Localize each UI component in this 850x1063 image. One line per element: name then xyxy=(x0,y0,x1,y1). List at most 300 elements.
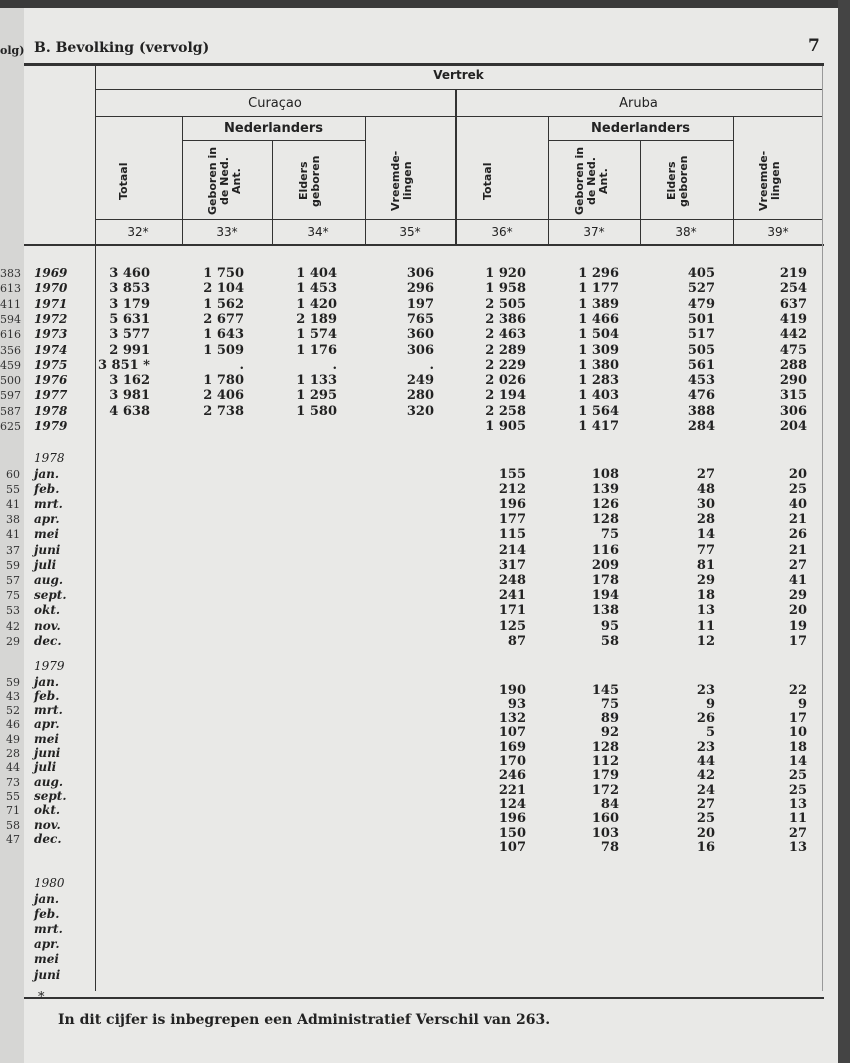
table-cell: 317 xyxy=(498,557,526,573)
table-cell: 1 750 xyxy=(203,266,244,281)
table-cell: 320 xyxy=(406,403,434,419)
table-cell: 132 xyxy=(498,711,526,727)
column-header: Totaal xyxy=(481,162,494,200)
row-label-month: mei xyxy=(34,952,59,967)
table-cell: 75 xyxy=(600,527,619,543)
table-cell: 128 xyxy=(591,512,619,528)
table-cell: 3 981 xyxy=(109,388,150,404)
table-cell: . xyxy=(429,357,434,373)
column-number: 37* xyxy=(583,225,605,239)
row-label-month: sept. xyxy=(34,788,67,803)
row-label-month: apr. xyxy=(34,512,60,527)
edge-number: 29 xyxy=(6,634,20,648)
table-cell: 1 417 xyxy=(578,419,619,434)
table-cell: 18 xyxy=(696,588,715,604)
table-cell: 2 258 xyxy=(485,403,526,419)
region-aruba: Aruba xyxy=(619,96,658,111)
edge-number: 594 xyxy=(0,312,21,326)
edge-number: 49 xyxy=(6,732,20,746)
table-cell: 27 xyxy=(788,557,807,573)
table-cell: 124 xyxy=(498,796,526,812)
row-label-month: juli xyxy=(34,760,57,775)
table-cell: 561 xyxy=(687,357,715,373)
group-header-vertrek: Vertrek xyxy=(433,68,484,82)
table-cell: 13 xyxy=(696,603,715,619)
table-cell: 112 xyxy=(591,754,619,769)
table-cell: 14 xyxy=(788,754,807,769)
table-cell: 5 631 xyxy=(109,311,150,327)
table-cell: 453 xyxy=(687,373,715,389)
row-label-year: 1978 xyxy=(34,451,65,465)
column-header: Elders geboren xyxy=(665,155,690,207)
table-cell: 13 xyxy=(788,839,807,855)
table-cell: 2 104 xyxy=(203,281,244,297)
table-cell: 517 xyxy=(687,327,715,343)
column-number: 39* xyxy=(767,225,789,239)
table-cell: 25 xyxy=(788,782,807,798)
table-cell: 1 404 xyxy=(296,266,337,281)
edge-number: 41 xyxy=(6,497,20,511)
table-cell: 3 853 xyxy=(109,281,150,297)
edge-number: 55 xyxy=(6,789,20,803)
table-cell: 20 xyxy=(788,603,807,619)
table-cell: 3 460 xyxy=(109,266,150,281)
table-cell: 194 xyxy=(591,588,619,604)
table-cell: 40 xyxy=(788,496,807,512)
table-cell: 115 xyxy=(498,527,526,543)
table-cell: . xyxy=(332,357,337,373)
rule xyxy=(182,140,365,141)
rule xyxy=(24,244,824,246)
table-cell: 13 xyxy=(788,796,807,812)
table-cell: 155 xyxy=(498,466,526,482)
table-cell: 405 xyxy=(687,266,715,281)
row-label-year: 1971 xyxy=(34,296,68,311)
row-label-year: 1972 xyxy=(34,311,68,326)
row-label-month: feb. xyxy=(34,481,60,496)
table-cell: 241 xyxy=(498,588,526,604)
table-cell: 246 xyxy=(498,768,526,784)
scan-top-edge xyxy=(0,0,850,8)
row-label-month: dec. xyxy=(34,633,62,648)
row-label-month: apr. xyxy=(34,937,60,952)
rule xyxy=(95,116,822,117)
table-cell: 22 xyxy=(788,682,807,698)
table-cell: 4 638 xyxy=(109,403,150,419)
table-cell: 288 xyxy=(779,357,807,373)
table-cell: 170 xyxy=(498,754,526,769)
table-cell: 196 xyxy=(498,496,526,512)
edge-number: 38 xyxy=(6,513,20,527)
row-label-month: apr. xyxy=(34,717,60,732)
table-cell: 3 162 xyxy=(109,373,150,389)
table-cell: 1 466 xyxy=(578,311,619,327)
table-cell: 442 xyxy=(779,327,807,343)
column-number: 33* xyxy=(216,225,238,239)
table-cell: 21 xyxy=(788,512,807,528)
row-label-month: jan. xyxy=(34,466,60,481)
edge-number: 71 xyxy=(6,804,20,818)
table-cell: 179 xyxy=(591,768,619,784)
edge-number: 616 xyxy=(0,328,21,342)
table-cell: 18 xyxy=(788,739,807,755)
table-cell: 296 xyxy=(406,281,434,297)
edge-number: 53 xyxy=(6,604,20,618)
table-cell: 169 xyxy=(498,739,526,755)
table-cell: 95 xyxy=(600,618,619,634)
table-cell: 89 xyxy=(600,711,619,727)
rule xyxy=(95,219,822,220)
table-cell: 212 xyxy=(498,481,526,497)
column-header: Elders geboren xyxy=(297,155,322,207)
edge-number: 383 xyxy=(0,267,21,280)
column-number: 38* xyxy=(675,225,697,239)
table-cell: 1 133 xyxy=(296,373,337,389)
table-cell: 27 xyxy=(696,796,715,812)
scan-right-edge xyxy=(838,0,850,1063)
table-cell: 20 xyxy=(696,825,715,841)
table-cell: 1 177 xyxy=(578,281,619,297)
rule xyxy=(365,116,366,245)
rule xyxy=(548,116,549,245)
table-cell: 1 453 xyxy=(296,281,337,297)
table-cell: 2 991 xyxy=(109,342,150,358)
table-cell: 19 xyxy=(788,618,807,634)
row-label-year: 1980 xyxy=(34,876,65,890)
table-cell: 505 xyxy=(687,342,715,358)
table-cell: 248 xyxy=(498,572,526,588)
table-cell: 1 403 xyxy=(578,388,619,404)
row-label-month: jan. xyxy=(34,674,60,689)
table-cell: 23 xyxy=(696,682,715,698)
table-cell: 501 xyxy=(687,311,715,327)
subgroup-nederlanders-aruba: Nederlanders xyxy=(591,121,690,136)
edge-number: 613 xyxy=(0,282,21,296)
edge-number: 500 xyxy=(0,374,21,388)
row-label-month: nov. xyxy=(34,618,61,633)
table-cell: 125 xyxy=(498,618,526,634)
table-cell: 24 xyxy=(696,782,715,798)
row-label-year: 1975 xyxy=(34,357,68,372)
table-cell: 2 505 xyxy=(485,296,526,312)
table-cell: 3 851 * xyxy=(97,357,150,373)
edge-number: 57 xyxy=(6,573,20,587)
table-cell: 27 xyxy=(788,825,807,841)
table-cell: 1 295 xyxy=(296,388,337,404)
column-number: 35* xyxy=(399,225,421,239)
page-title: B. Bevolking (vervolg) xyxy=(34,40,210,56)
table-cell: 77 xyxy=(696,542,715,558)
table-cell: 20 xyxy=(788,466,807,482)
table-top-rule xyxy=(24,63,824,66)
table-cell: 150 xyxy=(498,825,526,841)
footnote-text: In dit cijfer is inbegrepen een Administratief Verschil van 263. xyxy=(58,1012,551,1028)
table-cell: 26 xyxy=(788,527,807,543)
table-cell: 2 229 xyxy=(485,357,526,373)
table-cell: 2 463 xyxy=(485,327,526,343)
row-label-month: mei xyxy=(34,527,59,542)
table-cell: 306 xyxy=(406,266,434,281)
table-cell: 1 380 xyxy=(578,357,619,373)
row-label-month: aug. xyxy=(34,774,64,789)
table-cell: 1 905 xyxy=(485,419,526,434)
table-cell: 2 026 xyxy=(485,373,526,389)
table-cell: 221 xyxy=(498,782,526,798)
edge-number: 41 xyxy=(6,528,20,542)
table-cell: 25 xyxy=(788,481,807,497)
table-cell: 190 xyxy=(498,682,526,698)
table-cell: 28 xyxy=(696,512,715,528)
edge-number: 73 xyxy=(6,775,20,789)
table-cell: 27 xyxy=(696,466,715,482)
table-cell: 11 xyxy=(696,618,715,634)
table-cell: 1 296 xyxy=(578,266,619,281)
table-cell: 84 xyxy=(600,796,619,812)
table-cell: 1 920 xyxy=(485,266,526,281)
edge-number: 28 xyxy=(6,747,20,760)
rule xyxy=(455,90,457,245)
rule xyxy=(182,116,183,245)
table-cell: 1 574 xyxy=(296,327,337,343)
column-number: 36* xyxy=(491,225,513,239)
rule xyxy=(95,66,96,991)
edge-number: 42 xyxy=(6,619,20,633)
table-cell: 17 xyxy=(788,633,807,649)
table-cell: 1 420 xyxy=(296,296,337,312)
table-cell: 107 xyxy=(498,839,526,855)
edge-number: 52 xyxy=(6,704,20,718)
table-cell: 9 xyxy=(705,696,715,712)
table-cell: 145 xyxy=(591,682,619,698)
table-cell: 2 738 xyxy=(203,403,244,419)
table-cell: . xyxy=(239,357,244,373)
table-cell: 3 179 xyxy=(109,296,150,312)
column-header: Geboren in de Ned. Ant. xyxy=(206,146,243,216)
footnote-marker: * xyxy=(38,990,45,1005)
row-label-year: 1979 xyxy=(34,419,68,433)
table-cell: 103 xyxy=(591,825,619,841)
table-cell: 1 504 xyxy=(578,327,619,343)
table-cell: 26 xyxy=(696,711,715,727)
table-cell: 306 xyxy=(779,403,807,419)
table-cell: 2 386 xyxy=(485,311,526,327)
edge-number: 75 xyxy=(6,589,20,603)
row-label-month: nov. xyxy=(34,817,61,832)
table-cell: 93 xyxy=(507,696,526,712)
row-label-year: 1973 xyxy=(34,327,68,342)
table-cell: 171 xyxy=(498,603,526,619)
table-cell: 1 580 xyxy=(296,403,337,419)
row-label-month: juni xyxy=(34,542,61,557)
table-cell: 1 309 xyxy=(578,342,619,358)
edge-number: 625 xyxy=(0,420,21,433)
table-cell: 107 xyxy=(498,725,526,741)
row-label-month: mrt. xyxy=(34,921,63,936)
region-curacao: Curaçao xyxy=(248,96,302,111)
subgroup-nederlanders-curacao: Nederlanders xyxy=(224,121,323,136)
table-cell: 75 xyxy=(600,696,619,712)
row-label-year: 1977 xyxy=(34,388,68,403)
table-cell: 58 xyxy=(600,633,619,649)
row-label-year: 1969 xyxy=(34,266,68,280)
table-cell: 196 xyxy=(498,811,526,827)
table-cell: 475 xyxy=(779,342,807,358)
table-cell: 42 xyxy=(696,768,715,784)
table-cell: 219 xyxy=(779,266,807,281)
row-label-month: mrt. xyxy=(34,703,63,718)
table-cell: 177 xyxy=(498,512,526,528)
table-cell: 280 xyxy=(406,388,434,404)
table-cell: 637 xyxy=(779,296,807,312)
table-cell: 360 xyxy=(406,327,434,343)
table-cell: 197 xyxy=(406,296,434,312)
table-cell: 1 283 xyxy=(578,373,619,389)
row-label-month: mei xyxy=(34,731,59,746)
column-header: Vreemde-lingen xyxy=(389,150,414,212)
edge-number: 459 xyxy=(0,358,21,372)
table-cell: 10 xyxy=(788,725,807,741)
table-cell: 108 xyxy=(591,466,619,482)
table-cell: 23 xyxy=(696,739,715,755)
table-cell: 284 xyxy=(687,419,715,434)
table-cell: 87 xyxy=(507,633,526,649)
row-label-month: aug. xyxy=(34,572,64,587)
edge-number: 597 xyxy=(0,389,21,403)
table-cell: 14 xyxy=(696,527,715,543)
row-label-month: feb. xyxy=(34,688,60,703)
row-label-month: juni xyxy=(34,967,61,982)
row-label-month: okt. xyxy=(34,803,61,818)
column-header: Vreemde-lingen xyxy=(757,150,782,212)
table-cell: 209 xyxy=(591,557,619,573)
table-cell: 765 xyxy=(406,311,434,327)
edge-number: 587 xyxy=(0,404,21,418)
table-cell: 3 577 xyxy=(109,327,150,343)
page-number: 7 xyxy=(808,36,820,56)
table-cell: 25 xyxy=(696,811,715,827)
table-cell: 388 xyxy=(687,403,715,419)
row-label-year: 1970 xyxy=(34,281,68,296)
rule xyxy=(822,66,823,991)
table-cell: 2 289 xyxy=(485,342,526,358)
table-cell: 25 xyxy=(788,768,807,784)
table-cell: 128 xyxy=(591,739,619,755)
table-cell: 139 xyxy=(591,481,619,497)
table-cell: 1 562 xyxy=(203,296,244,312)
table-cell: 315 xyxy=(779,388,807,404)
table-cell: 41 xyxy=(788,572,807,588)
table-cell: 476 xyxy=(687,388,715,404)
table-cell: 479 xyxy=(687,296,715,312)
table-cell: 16 xyxy=(696,839,715,855)
row-label-month: juli xyxy=(34,557,57,572)
table-cell: 1 176 xyxy=(296,342,337,358)
row-label-month: dec. xyxy=(34,831,62,846)
table-cell: 1 643 xyxy=(203,327,244,343)
edge-number: 356 xyxy=(0,343,21,357)
table-cell: 2 406 xyxy=(203,388,244,404)
edge-number: 47 xyxy=(6,832,20,846)
edge-number: 58 xyxy=(6,818,20,832)
rule xyxy=(640,140,641,245)
row-label-month: sept. xyxy=(34,588,67,603)
table-cell: 92 xyxy=(600,725,619,741)
table-cell: 306 xyxy=(406,342,434,358)
table-cell: 29 xyxy=(696,572,715,588)
row-label-year: 1974 xyxy=(34,342,68,357)
edge-number: 37 xyxy=(6,543,20,557)
table-cell: 214 xyxy=(498,542,526,558)
table-cell: 78 xyxy=(600,839,619,855)
table-cell: 9 xyxy=(797,696,807,712)
table-cell: 29 xyxy=(788,588,807,604)
edge-number: 59 xyxy=(6,558,20,572)
row-label-year: 1979 xyxy=(34,659,65,673)
table-cell: 44 xyxy=(696,754,715,769)
column-header: Geboren in de Ned. Ant. xyxy=(573,146,610,216)
column-number: 32* xyxy=(127,225,149,239)
table-cell: 1 780 xyxy=(203,373,244,389)
footer-rule xyxy=(24,997,824,999)
row-label-month: juni xyxy=(34,746,61,760)
row-label-month: mrt. xyxy=(34,496,63,511)
table-cell: 81 xyxy=(696,557,715,573)
table-cell: 11 xyxy=(788,811,807,827)
table-cell: 30 xyxy=(696,496,715,512)
rule xyxy=(272,140,273,245)
table-cell: 116 xyxy=(591,542,619,558)
row-label-month: feb. xyxy=(34,906,60,921)
table-cell: 204 xyxy=(779,419,807,434)
table-cell: 1 389 xyxy=(578,296,619,312)
table-cell: 12 xyxy=(696,633,715,649)
table-cell: 1 509 xyxy=(203,342,244,358)
table-cell: 290 xyxy=(779,373,807,389)
left-margin-fragment: olg) xyxy=(0,44,25,57)
table-cell: 17 xyxy=(788,711,807,727)
edge-number: 55 xyxy=(6,482,20,496)
edge-number: 60 xyxy=(6,467,20,481)
row-label-month: okt. xyxy=(34,603,61,618)
column-header: Totaal xyxy=(117,162,130,200)
edge-number: 43 xyxy=(6,689,20,703)
edge-number: 46 xyxy=(6,718,20,732)
table-cell: 419 xyxy=(779,311,807,327)
table-cell: 21 xyxy=(788,542,807,558)
table-cell: 5 xyxy=(705,725,715,741)
table-cell: 254 xyxy=(779,281,807,297)
table-cell: 160 xyxy=(591,811,619,827)
row-label-year: 1976 xyxy=(34,373,68,388)
table-cell: 48 xyxy=(696,481,715,497)
table-cell: 2 194 xyxy=(485,388,526,404)
rule xyxy=(95,89,822,90)
column-number: 34* xyxy=(307,225,329,239)
row-label-year: 1978 xyxy=(34,403,68,418)
table-cell: 2 189 xyxy=(296,311,337,327)
table-cell: 126 xyxy=(591,496,619,512)
table-cell: 249 xyxy=(406,373,434,389)
row-label-month: jan. xyxy=(34,891,60,906)
edge-number: 411 xyxy=(0,297,21,311)
table-cell: 1 958 xyxy=(485,281,526,297)
table-cell: 527 xyxy=(687,281,715,297)
edge-number: 44 xyxy=(6,761,20,775)
table-cell: 172 xyxy=(591,782,619,798)
rule xyxy=(733,116,734,245)
table-cell: 2 677 xyxy=(203,311,244,327)
table-cell: 1 564 xyxy=(578,403,619,419)
